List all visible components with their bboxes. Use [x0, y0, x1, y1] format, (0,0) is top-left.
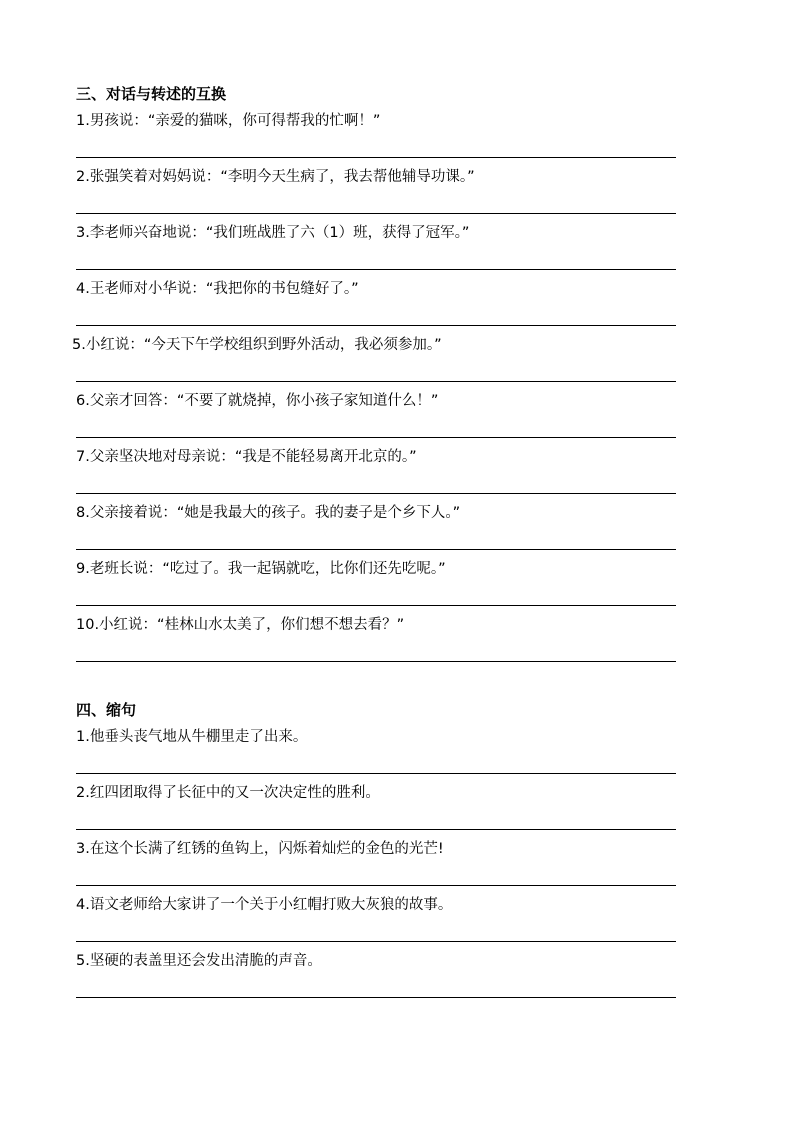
question-text: 3.李老师兴奋地说：“我们班战胜了六（1）班，获得了冠军。” [76, 225, 470, 241]
answer-line[interactable] [76, 269, 676, 270]
answer-line[interactable] [76, 549, 676, 550]
answer-line[interactable] [76, 157, 676, 158]
question-text: 7.父亲坚决地对母亲说：“我是不能轻易离开北京的。” [76, 449, 417, 465]
answer-line[interactable] [76, 437, 676, 438]
question-item [76, 167, 676, 187]
question-item [76, 447, 676, 467]
section-title-dialogue-conversion: 三、对话与转述的互换 [76, 85, 227, 103]
question-item [76, 895, 676, 915]
answer-line[interactable] [76, 661, 676, 662]
question-text: 8.父亲接着说：“她是我最大的孩子。我的妻子是个乡下人。” [76, 505, 461, 521]
question-item [76, 279, 676, 299]
question-text: 10.小红说：“桂林山水太美了，你们想不想去看？” [76, 617, 405, 633]
answer-line[interactable] [76, 493, 676, 494]
question-item [76, 727, 676, 747]
answer-line[interactable] [76, 325, 676, 326]
question-item [76, 839, 676, 859]
answer-line[interactable] [76, 773, 676, 774]
question-text: 5.坚硬的表盖里还会发出清脆的声音。 [76, 953, 322, 969]
question-text: 3.在这个长满了红锈的鱼钩上，闪烁着灿烂的金色的光芒! [76, 841, 444, 857]
answer-line[interactable] [76, 885, 676, 886]
question-text: 5.小红说：“今天下午学校组织到野外活动，我必须参加。” [72, 337, 442, 353]
question-text: 4.语文老师给大家讲了一个关于小红帽打败大灰狼的故事。 [76, 897, 453, 913]
question-item [76, 615, 676, 635]
answer-line[interactable] [76, 829, 676, 830]
question-item [76, 559, 676, 579]
answer-line[interactable] [76, 605, 676, 606]
question-item [76, 223, 676, 243]
question-item [76, 391, 676, 411]
question-item [76, 951, 676, 971]
question-text: 2.红四团取得了长征中的又一次决定性的胜利。 [76, 785, 380, 801]
question-text: 9.老班长说：“吃过了。我一起锅就吃，比你们还先吃呢。” [76, 561, 446, 577]
answer-line[interactable] [76, 941, 676, 942]
question-item [72, 335, 672, 355]
question-item [76, 783, 676, 803]
question-text: 1.他垂头丧气地从牛棚里走了出来。 [76, 729, 308, 745]
question-text: 4.王老师对小华说：“我把你的书包缝好了。” [76, 281, 359, 297]
question-text: 2.张强笑着对妈妈说：“李明今天生病了，我去帮他辅导功课。” [76, 169, 475, 185]
question-item [76, 503, 676, 523]
question-text: 6.父亲才回答：“不要了就烧掉，你小孩子家知道什么！” [76, 393, 439, 409]
question-text: 1.男孩说：“亲爱的猫咪，你可得帮我的忙啊！” [76, 113, 381, 129]
answer-line[interactable] [76, 213, 676, 214]
answer-line[interactable] [76, 997, 676, 998]
question-item [76, 111, 676, 131]
answer-line[interactable] [76, 381, 676, 382]
section-title-sentence-shortening: 四、缩句 [76, 701, 137, 719]
